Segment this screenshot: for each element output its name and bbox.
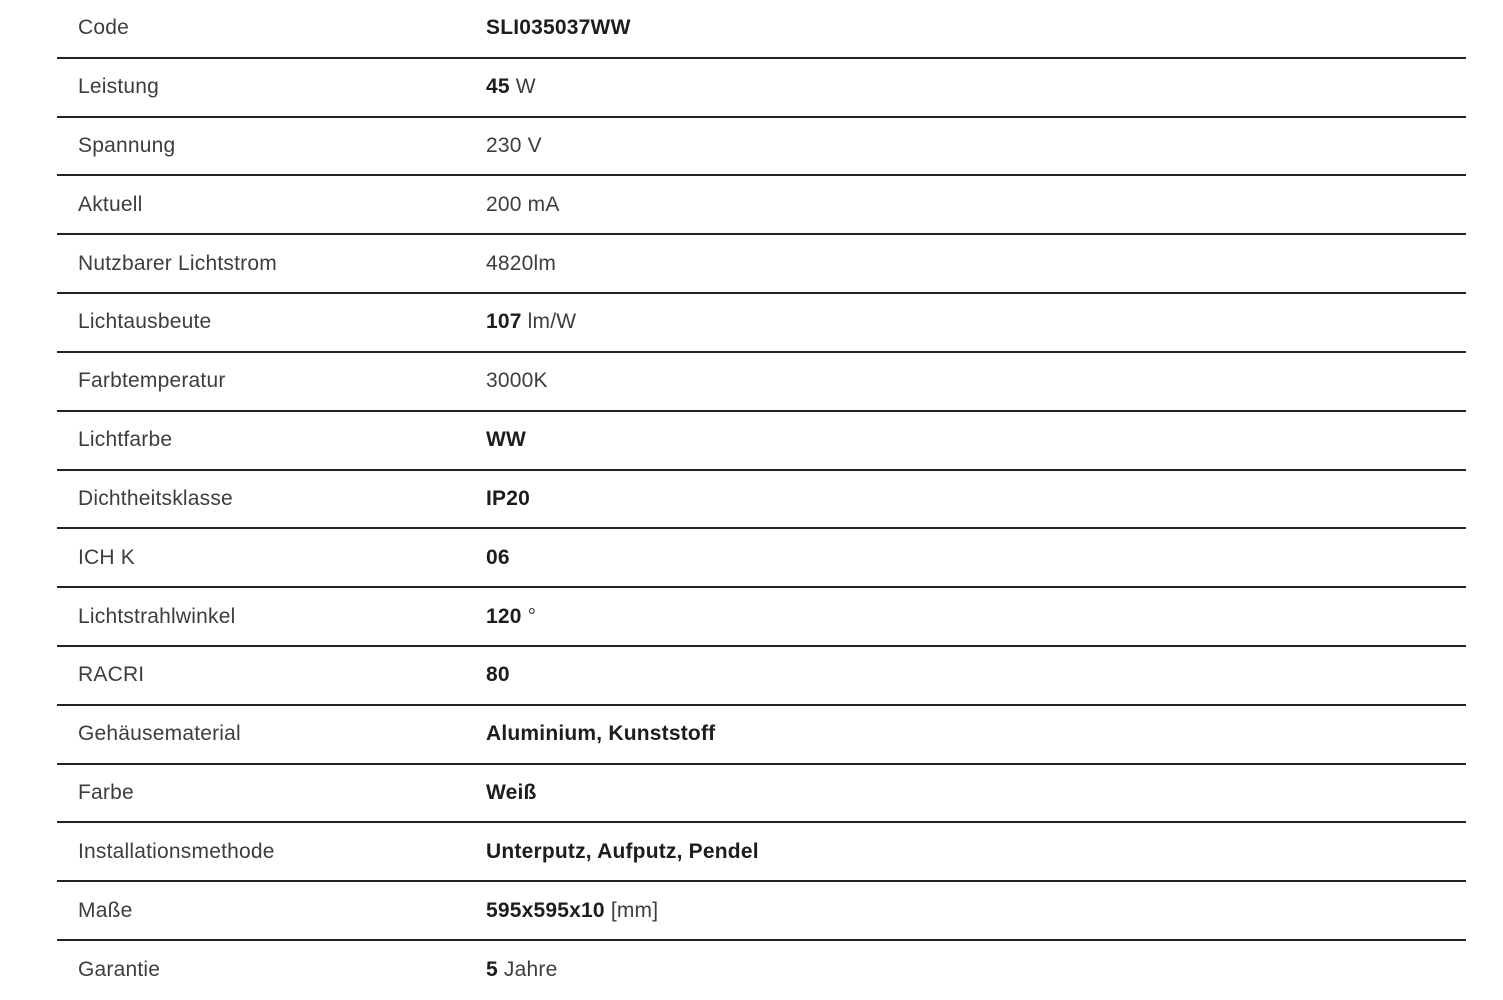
- spec-label: Spannung: [78, 134, 176, 158]
- spec-value: [486, 369, 548, 393]
- spec-value: [486, 605, 536, 629]
- spec-row-dichtheitsklasse: [57, 471, 1466, 530]
- spec-table: [57, 0, 1466, 1000]
- spec-value-bold: SLI035037WW: [486, 16, 631, 40]
- spec-value: [486, 75, 536, 99]
- spec-value-regular: °: [521, 604, 537, 628]
- spec-value-regular: lm/W: [521, 310, 577, 334]
- spec-label: Maße: [78, 898, 133, 922]
- spec-label: Code: [78, 16, 130, 40]
- spec-row-aktuell: [57, 176, 1466, 235]
- spec-label: Lichtfarbe: [78, 428, 173, 452]
- spec-row-nutzbarer-lichtstrom: [57, 235, 1466, 294]
- spec-value: [486, 193, 560, 217]
- spec-value: [486, 428, 526, 452]
- spec-value-bold: 06: [486, 545, 510, 569]
- spec-value-bold: 45: [486, 75, 510, 99]
- spec-label: Lichtausbeute: [78, 310, 212, 334]
- spec-value: [486, 899, 658, 923]
- spec-value-regular: [mm]: [604, 898, 659, 922]
- spec-value: [486, 16, 631, 40]
- spec-value-bold: 595x595x10: [486, 898, 605, 922]
- spec-row-spannung: [57, 118, 1466, 177]
- spec-value: [486, 722, 715, 746]
- spec-value-regular: 4820lm: [486, 251, 557, 275]
- spec-value-bold: IP20: [486, 486, 530, 510]
- spec-label: Gehäusematerial: [78, 722, 241, 746]
- spec-row-racri: [57, 647, 1466, 706]
- spec-row-gehaeusematerial: [57, 706, 1466, 765]
- spec-value: [486, 310, 576, 334]
- spec-row-code: [57, 0, 1466, 59]
- spec-label: Aktuell: [78, 192, 143, 216]
- spec-label: Dichtheitsklasse: [78, 486, 233, 510]
- spec-value: [486, 958, 557, 982]
- spec-value-regular: Jahre: [497, 958, 558, 982]
- spec-label: RACRI: [78, 663, 145, 687]
- spec-label: Lichtstrahlwinkel: [78, 604, 236, 628]
- spec-value-regular: 200 mA: [486, 192, 560, 216]
- spec-value-bold: WW: [486, 428, 527, 452]
- spec-label: Garantie: [78, 958, 161, 982]
- spec-value: [486, 134, 542, 158]
- spec-value-bold: 107: [486, 310, 522, 334]
- spec-value-bold: Unterputz, Aufputz, Pendel: [486, 839, 759, 863]
- spec-label: Installationsmethode: [78, 839, 275, 863]
- spec-row-masse: [57, 882, 1466, 941]
- spec-value: [486, 663, 510, 687]
- spec-label: ICH K: [78, 545, 136, 569]
- spec-value-bold: 5: [486, 958, 498, 982]
- spec-label: Farbtemperatur: [78, 369, 226, 393]
- spec-row-farbe: [57, 765, 1466, 824]
- spec-row-farbtemperatur: [57, 353, 1466, 412]
- spec-value-bold: 80: [486, 663, 510, 687]
- spec-value-regular: W: [509, 75, 536, 99]
- spec-label: Leistung: [78, 75, 159, 99]
- spec-value: [486, 546, 510, 570]
- spec-value: [486, 840, 759, 864]
- spec-value-bold: Weiß: [486, 780, 537, 804]
- spec-value: [486, 781, 537, 805]
- spec-row-leistung: [57, 59, 1466, 118]
- spec-value: [486, 252, 556, 276]
- spec-row-ich-k: [57, 529, 1466, 588]
- spec-row-garantie: [57, 941, 1466, 1000]
- spec-value-bold: 120: [486, 604, 522, 628]
- spec-value-regular: 230 V: [486, 134, 542, 158]
- spec-value-bold: Aluminium, Kunststoff: [486, 722, 716, 746]
- spec-label: Nutzbarer Lichtstrom: [78, 251, 277, 275]
- spec-value-regular: 3000K: [486, 369, 548, 393]
- spec-row-lichtausbeute: [57, 294, 1466, 353]
- spec-row-installationsmethode: [57, 823, 1466, 882]
- spec-row-lichtstrahlwinkel: [57, 588, 1466, 647]
- spec-value: [486, 487, 530, 511]
- spec-label: Farbe: [78, 780, 134, 804]
- spec-row-lichtfarbe: [57, 412, 1466, 471]
